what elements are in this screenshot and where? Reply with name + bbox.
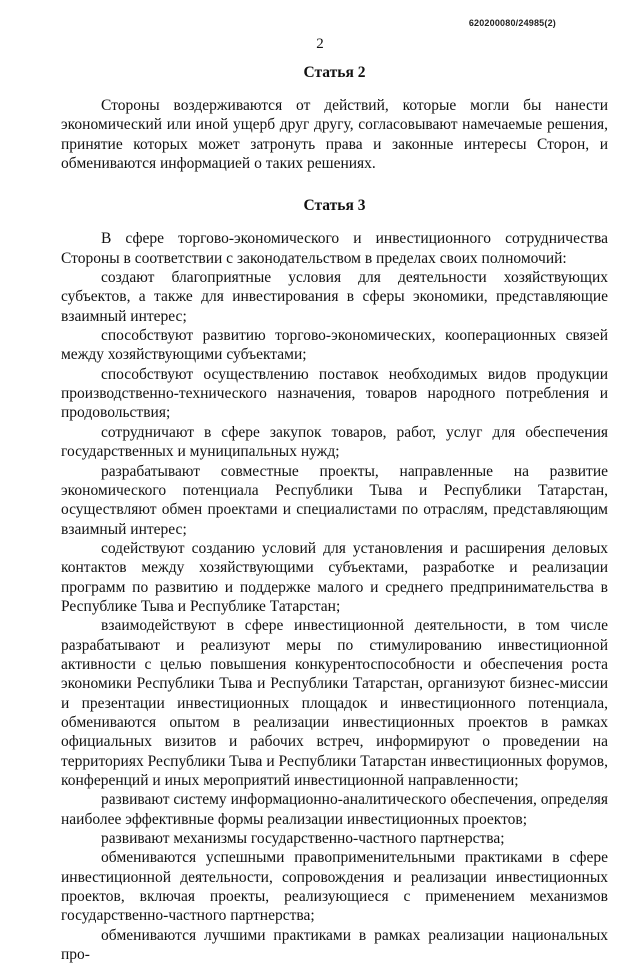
article-3-text: [61, 229, 608, 964]
paragraph: способствуют развитию торгово-экономических, кооперационных связей между хозяйствующими субъектами;: [61, 327, 608, 364]
article-3-title: Статья 3: [303, 197, 366, 215]
document-body: [61, 62, 608, 964]
paragraph: способствуют осуществлению поставок необходимых видов продукции производственно-технического назначения, товаров народного потребления и продовольствия;: [61, 365, 608, 422]
document-id: 620200080/24985(2): [468, 18, 556, 28]
paragraph: разрабатывают совместные проекты, направленные на развитие экономического потенциала Республики Тыва и Республики Татарстан, осуществляют обмен проектами и специалистами по отраслям, представляющим взаимный интерес;: [61, 462, 608, 538]
article-2-text: [61, 96, 608, 173]
page-number: 2: [316, 36, 324, 52]
paragraph: развивают систему информационно-аналитического обеспечения, определяя наиболее эффективные формы реализации инвестиционных проектов;: [61, 791, 608, 828]
paragraph: сотрудничают в сфере закупок товаров, работ, услуг для обеспечения государственных и муниципальных нужд;: [61, 423, 608, 461]
paragraph: развивают механизмы государственно-частного партнерства;: [101, 830, 505, 848]
article-2: [61, 62, 608, 173]
paragraph: обмениваются успешными правоприменительными практиками в сфере инвестиционной деятельности, сопровождения и реализации инвестиционных проектов, включая проекты, реализующиеся с применением механизмов государственно-частного партнерства;: [61, 849, 608, 925]
paragraph: В сфере торгово-экономического и инвестиционного сотрудничества Стороны в соответствии с законодательством в пределах своих полномочий:: [61, 230, 608, 267]
paragraph: Стороны воздерживаются от действий, которые могли бы нанести экономический или иной ущерб друг другу, согласовывают намечаемые решения, принятие которых может затронуть права и законные интересы Сторон, и обмениваются информацией о таких решениях.: [61, 97, 608, 173]
paragraph: взаимодействуют в сфере инвестиционной деятельности, в том числе разрабатывают и реализуют меры по стимулированию инвестиционной активности с целью повышения конкурентоспособности и обеспечения роста экономики Республики Тыва и Республики Татарстан, организуют бизнес-миссии и презентации инвестиционных площадок и инвестиционного потенциала, обмениваются опытом в реализации инвестиционных проектов в рамках официальных визитов и рабочих встреч, информируют о проведении на территориях Республики Тыва и Республики Татарстан инвестиционных форумов, конференций и иных мероприятий инвестиционной направленности;: [61, 617, 608, 789]
paragraph: создают благоприятные условия для деятельности хозяйствующих субъектов, а также для инвестирования в сферы экономики, представляющие взаимный интерес;: [61, 269, 608, 325]
article-2-title: Статья 2: [303, 64, 366, 81]
article-3: [61, 195, 608, 964]
paragraph: обмениваются лучшими практиками в рамках реализации национальных про-: [61, 926, 608, 964]
paragraph: содействуют созданию условий для установления и расширения деловых контактов между хозяйствующими субъектами, разработке и реализации программ по развитию и поддержке малого и среднего предпринимательства в Республике Тыва и Республике Татарстан;: [61, 539, 608, 615]
